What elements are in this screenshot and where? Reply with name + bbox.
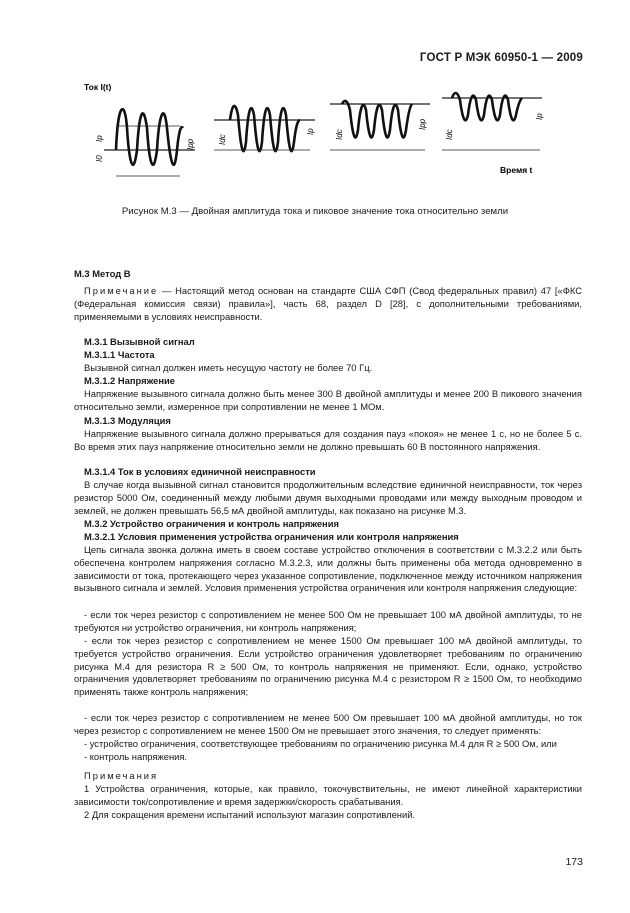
bullet-3: - если ток через резистор с сопротивлением не менее 500 Ом превышает 100 мА двойной амплитуды, но ток через резистор с сопротивлением не менее 1500 Ом не превышает этого значения, то следует применять: [74, 712, 582, 736]
label-ip-4: Ip [535, 113, 544, 120]
heading-m314: М.3.1.4 Ток в условиях единичной неисправности [84, 466, 316, 477]
text-m321: Цепь сигнала звонка должна иметь в своем составе устройство отключения в соответствии с М.3.2.2 или быть обеспечена контролем напряжения согласно М.3.2.3, или должны быть применены оба метода одновременно в зависимости от тока, протекающего через указанное сопротивление, подключенное между источником напряжения вызывного сигнала и землей. Условия применения устройства ограничения или контроля напряжения следующие: [74, 544, 582, 594]
waveform-1 [116, 109, 183, 165]
current-waveform-diagram [80, 70, 550, 190]
waveform-2 [230, 106, 300, 151]
bullet-1: - если ток через резистор с сопротивлением не менее 500 Ом не превышает 100 мА двойной амплитуды, то не требуются ни устройство ограничения, ни контроль напряжения; [74, 609, 582, 633]
label-i0: I0 [95, 155, 104, 162]
label-idc-3: Idc [335, 129, 344, 140]
heading-m311: М.3.1.1 Частота [84, 349, 155, 360]
x-axis-label: Время t [500, 165, 533, 175]
label-ipp-3: Ipp [418, 118, 427, 130]
text-m314: В случае когда вызывной сигнал становится продолжительным вследствие единичной неисправности, ток через резистор 5000 Ом, соединенный между любыми двумя выходными проводами или между выходным проводом и землей, не должен превышать 56,5 мА двойной амплитуды, как показано на рисунке М.3. [74, 479, 582, 516]
notes-title: Примечания [84, 770, 159, 781]
section-m3-title [74, 268, 582, 281]
bullet-2: - если ток через резистор с сопротивлением не менее 1500 Ом превышает 100 мА двойной амплитуды, то требуется устройство ограничения. Если устройство ограничения удовлетворяет требованиям по ограничению рисунка М.4 для резистора R ≥ 500 Ом, то контроль напряжения не применяют. Если, однако, устройство ограничения удовлетворяет требованиям по ограничению рисунка М.4 с резистором R ≥ 1500 Ом, то необходимо применять также контроль напряжения; [74, 635, 582, 698]
bullet-3a: - устройство ограничения, соответствующее требованиям по ограничению рисунка М.4 для R ≥ 500 Ом, или [84, 738, 557, 749]
text-m312: Напряжение вызывного сигнала должно быть менее 300 В двойной амплитуды и менее 200 В пикового значения относительно земли, измеренное при сопротивлении не менее 1 МОм. [74, 388, 582, 412]
heading-m312: М.3.1.2 Напряжение [84, 375, 175, 386]
label-idc-4: Idc [445, 129, 454, 140]
heading-m31: М.3.1 Вызывной сигнал [84, 336, 195, 347]
document-header: ГОСТ Р МЭК 60950-1 — 2009 [419, 52, 583, 64]
note-label: Примечание [84, 285, 159, 296]
figure-m3 [80, 70, 550, 190]
label-ipp: Ipp [186, 138, 195, 150]
note-text: — Настоящий метод основан на стандарте США СФП (Свод федеральных правил) 47 [«ФКС (Федеральная комиссия связи) правила»], часть 68, раздел D [28], с дополнительными требованиями, применяемыми в условиях неисправности. [74, 285, 582, 322]
label-ip: Ip [95, 135, 104, 142]
note-1: 1 Устройства ограничения, которые, как правило, токочувствительны, не имеют линейной характеристики зависимости ток/сопротивление и время задержки/скорость срабатывания. [74, 783, 582, 807]
heading-m313: М.3.1.3 Модуляция [84, 415, 171, 426]
text-m311: Вызывной сигнал должен иметь несущую частоту не более 70 Гц. [84, 362, 373, 373]
figure-caption: Рисунок М.3 — Двойная амплитуда тока и пиковое значение тока относительно земли [121, 206, 509, 217]
waveform-3 [342, 101, 412, 138]
page-number: 173 [565, 856, 583, 868]
heading-m321: М.3.2.1 Условия применения устройства ограничения или контроля напряжения [84, 531, 459, 542]
text-m313: Напряжение вызывного сигнала должно прерываться для создания пауз «покоя» не менее 1 с, но не более 5 с. Во время этих пауз напряжение относительно земли не должно превышать 60 В постоянного напряжения. [74, 428, 582, 452]
note-paragraph [74, 285, 582, 323]
note-2: 2 Для сокращения времени испытаний используют магазин сопротивлений. [84, 809, 416, 820]
bullet-3b: - контроль напряжения. [84, 751, 188, 762]
m3-title: М.3 Метод В [74, 268, 131, 279]
label-idc-2: Idc [218, 134, 227, 145]
heading-m32: М.3.2 Устройство ограничения и контроль напряжения [84, 518, 339, 529]
label-ip-2: Ip [306, 128, 315, 135]
waveform-4 [452, 93, 522, 120]
y-axis-label: Ток I(t) [84, 82, 112, 92]
